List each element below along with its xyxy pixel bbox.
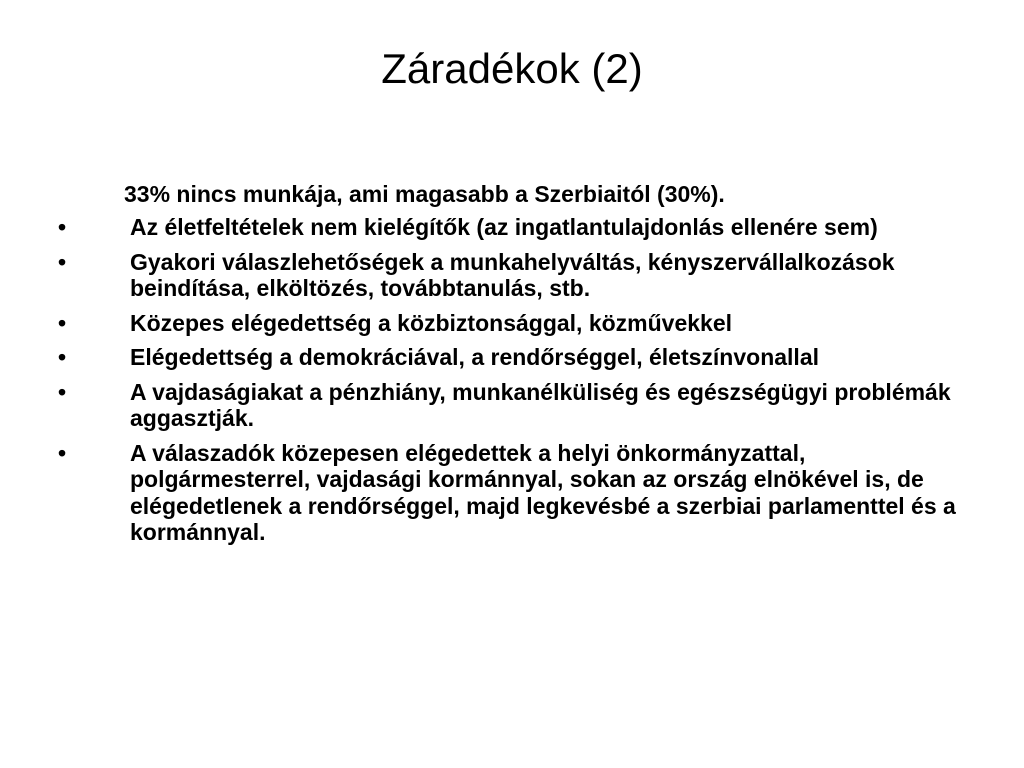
intro-text: 33% nincs munkája, ami magasabb a Szerbiaitól (30%).	[124, 181, 725, 207]
bullet-text: A vajdaságiakat a pénzhiány, munkanélküliség és egészségügyi problémák aggasztják.	[130, 378, 951, 431]
bullet-list	[58, 214, 968, 554]
bullet-item	[58, 379, 968, 432]
bullet-marker: •	[58, 378, 67, 405]
bullet-text: Közepes elégedettség a közbiztonsággal, közművekkel	[130, 309, 733, 336]
bullet-text: Gyakori válaszlehetőségek a munkahelyváltás, kényszervállalkozások beindítása, elköltözés, továbbtanulás, stb.	[130, 248, 895, 301]
bullet-marker: •	[58, 344, 67, 370]
bullet-marker: •	[58, 439, 67, 466]
bullet-marker: •	[58, 214, 67, 240]
bullet-text: Elégedettség a demokráciával, a rendőrséggel, életszínvonallal	[130, 344, 820, 370]
bullet-item	[58, 214, 968, 241]
bullet-text: Az életfeltételek nem kielégítők (az ingatlantulajdonlás ellenére sem)	[130, 214, 878, 240]
bullet-item	[58, 344, 968, 371]
bullet-item	[58, 310, 968, 337]
bullet-marker: •	[58, 309, 67, 336]
slide-title: Záradékok (2)	[381, 45, 643, 92]
bullet-item	[58, 440, 968, 546]
bullet-text: A válaszadók közepesen elégedettek a helyi önkormányzattal, polgármesterrel, vajdasági kormánnyal, sokan az ország elnökével is, de elégedetlenek a rendőrséggel, majd legkevésbé a szerbiai parlamenttel és a kormánnyal.	[130, 439, 956, 545]
bullet-item	[58, 249, 968, 302]
bullet-marker: •	[58, 248, 67, 275]
